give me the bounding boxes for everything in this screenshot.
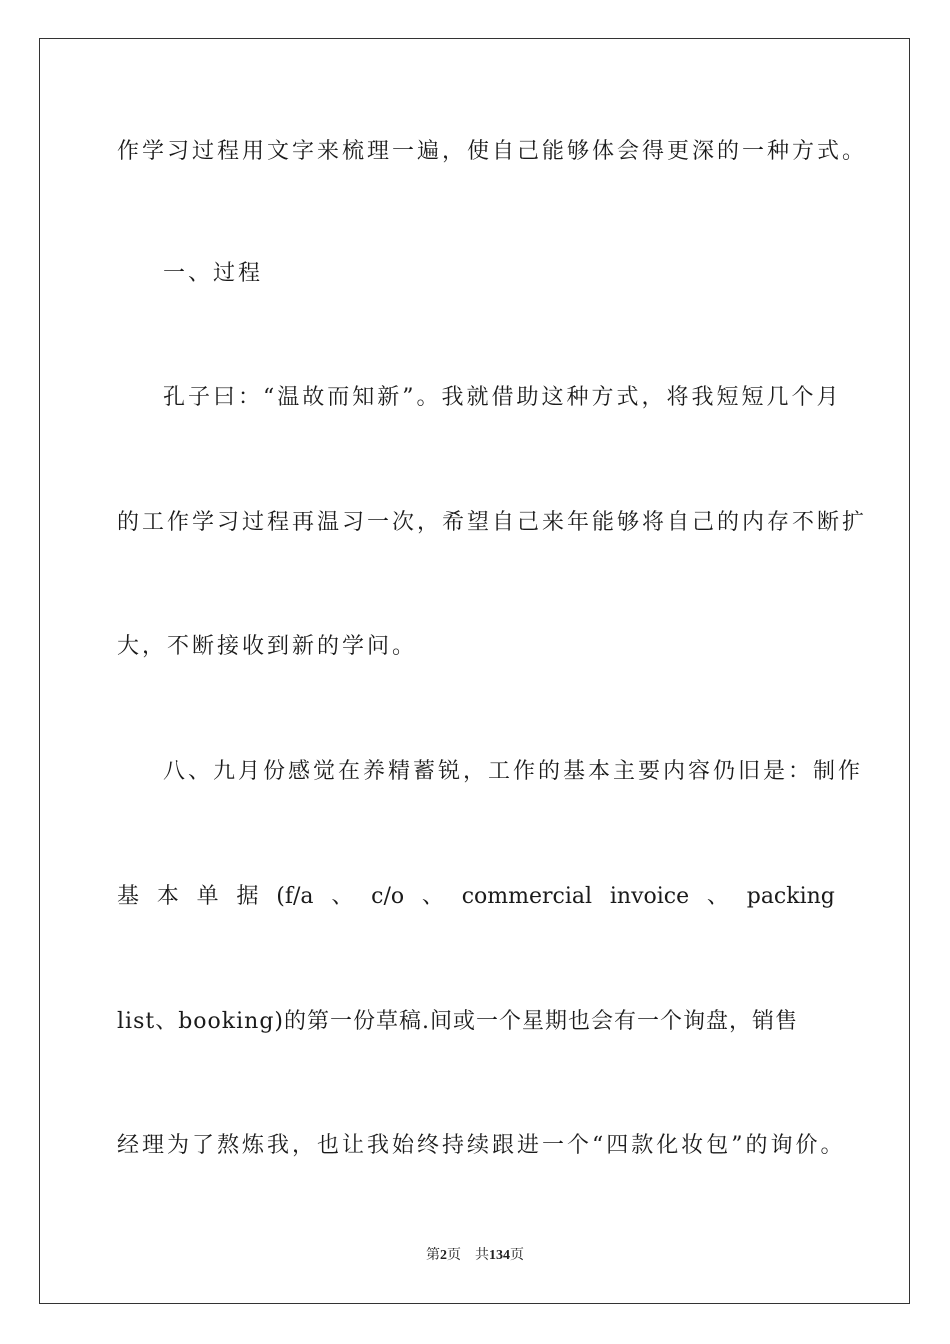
paragraph-line: 孔子曰：“温故而知新”。我就借助这种方式，将我短短几个月 bbox=[163, 385, 842, 410]
paragraph-line: 的工作学习过程再温习一次，希望自己来年能够将自己的内存不断扩 bbox=[117, 510, 868, 535]
word: 据 bbox=[236, 884, 259, 909]
paragraph-line: 八、九月份感觉在养精蓄锐，工作的基本主要内容仍旧是：制作 bbox=[163, 759, 864, 784]
section-heading: 一、过程 bbox=[163, 261, 264, 286]
total-page-count: 134 bbox=[489, 1248, 510, 1263]
word: 、 bbox=[331, 884, 354, 909]
word: 本 bbox=[156, 884, 179, 909]
paragraph-line: 经理为了熬炼我，也让我始终持续跟进一个“四款化妆包”的询价。 bbox=[117, 1133, 846, 1158]
word: commercial bbox=[461, 884, 593, 909]
word: invoice bbox=[609, 884, 690, 909]
current-page-number: 2 bbox=[440, 1248, 447, 1263]
footer-mid: 页 共 bbox=[447, 1248, 489, 1263]
page-footer bbox=[0, 1246, 950, 1266]
paragraph-line-justified bbox=[117, 882, 835, 912]
word: 、 bbox=[706, 884, 729, 909]
word: packing bbox=[746, 884, 835, 909]
word: 基 bbox=[117, 884, 140, 909]
paragraph-line: 大，不断接收到新的学问。 bbox=[117, 634, 418, 659]
word: (f/a bbox=[276, 884, 314, 909]
footer-prefix: 第 bbox=[426, 1248, 440, 1263]
paragraph-line: 作学习过程用文字来梳理一遍，使自己能够体会得更深的一种方式。 bbox=[117, 139, 868, 164]
word: 单 bbox=[196, 884, 219, 909]
footer-suffix: 页 bbox=[510, 1248, 524, 1263]
word: 、 bbox=[421, 884, 444, 909]
page-border bbox=[39, 38, 910, 1304]
paragraph-line: list、booking)的第一份草稿.间或一个星期也会有一个询盘，销售 bbox=[117, 1009, 798, 1034]
word: c/o bbox=[371, 884, 405, 909]
